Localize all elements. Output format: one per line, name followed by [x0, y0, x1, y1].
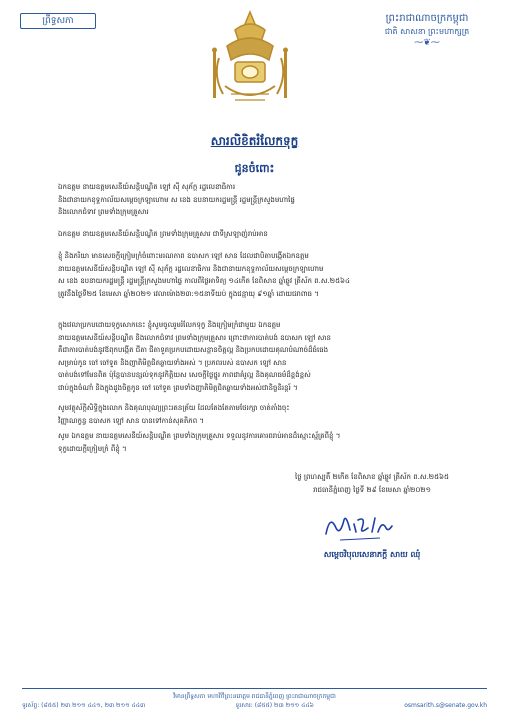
paragraph-line: ក្នុងវេលាប្រកបដោយទុក្ខសោកនេះ ខ្ញុំសូមចូលរួមរំលែកទុក្ខ និងក្រៀមក្រំជាមួយ ឯកឧត្តម: [58, 321, 281, 329]
footer-email: osmsarith.s@senate.gov.kh: [404, 702, 487, 709]
paragraph-line: ទុក្ខដោយក្តីក្រៀមក្រំ ពីខ្ញុំ ។: [58, 444, 127, 453]
paragraph-line: នាយឧត្តមសេនីយ៍សន្តិបណ្ឌិត និងលោកជំទាវ ព្រមទាំងក្រុមគ្រួសារ ព្រោះថាការបាត់បង់ ឧបាសក ឡៅ សាន: [58, 333, 331, 342]
paragraph-line: គឺជាការបាត់បង់នូវឪពុកបង្កើត ជីតា ជីតាទួតប្រកបដោយសន្តានចិត្តល្អ និងប្រកបដោយគុណបំណាច់ដ៏ធំធេង: [58, 346, 329, 354]
paragraph-line: សូមវត្ថុស័ក្តិសិទ្ធិក្នុងលោក និងគុណបុណ្យព្រះរតនត្រ័យ ដែលតែងតែតាមថែរក្សា ចាត់តាំងចុះ: [58, 404, 290, 412]
recipient-line: និងជានាយកខុទ្ទកាល័យសម្តេចក្រឡាហោម ស ខេង ឧបនាយករដ្ឋមន្ត្រី រដ្ឋមន្ត្រីក្រសួងមហាផ្ទៃ: [58, 195, 295, 204]
royal-crest-icon: [205, 8, 295, 118]
senate-label: ព្រឹទ្ធសភា: [20, 13, 96, 29]
paragraph-sympathy: [58, 319, 478, 394]
paragraph-line: ខ្ញុំ និងភរិយា មានសេចក្តីក្រៀមក្រំចំពោះមរណភាព ឧបាសក ឡៅ សាន ដែលជាបិតាបង្កើតឯកឧត្តម: [58, 252, 309, 260]
kingdom-header: [367, 12, 487, 48]
footer-contacts: [22, 701, 487, 710]
paragraph-line: បាត់បង់ទៅមែនពិត ប៉ុន្តែបានបន្សល់ទុកនូវកិត្តិយស សេចក្តីថ្លៃថ្នូរ ភាពជាគំរូល្អ និងគុណធម៌ដ៏ខ្ពង់ខ្ពស់: [58, 371, 311, 379]
paragraph-line: ជាប់ក្នុងចំណាំ និងក្នុងដួងចិត្តកូន ចៅ ចៅទួត ព្រមទាំងញាតិមិត្តជិតឆ្ងាយទាំងអស់ជានិច្ចនិរន្តរ៍ ។: [58, 383, 298, 392]
footer-address: វិមានព្រឹទ្ធសភា មហាវិថីព្រះនរោត្តម រាជធានីភ្នំពេញ ព្រះរាជាណាចក្រកម្ពុជា: [173, 693, 336, 700]
recipient-line: ឯកឧត្តម នាយឧត្តមសេនីយ៍សន្តិបណ្ឌិត ឡៅ ស៊ី សុភ័ក្ត រដ្ឋលេខាធិការ: [58, 183, 236, 191]
date-block: [262, 471, 482, 497]
signature-icon: [320, 506, 400, 546]
recipient-block: [58, 181, 478, 219]
lunar-date: ថ្ងៃ ព្រហស្បតិ៍ ២កើត ខែពិសាខ ឆ្នាំឆ្លូវ ត្រីស័ក ព.ស.២៥៦៥: [295, 473, 449, 481]
ornament-divider-icon: ⁓❦⁓: [414, 38, 440, 48]
paragraph-line: ត្រូវនឹងថ្ងៃទី២៥ ខែមេសា ឆ្នាំ២០២១ វេលាម៉ោង២៣:១៥នាទីយប់ ក្នុងជន្មាយុ ៩១ឆ្នាំ ដោយជរាពាធ ។: [58, 289, 319, 298]
kingdom-motto: ជាតិ សាសនា ព្រះមហាក្សត្រ: [384, 27, 470, 36]
paragraph-line: នាយឧត្តមសេនីយ៍សន្តិបណ្ឌិត ឡៅ ស៊ី សុភ័ក្ត រដ្ឋលេខាធិការ និងជានាយកខុទ្ទកាល័យសម្តេចក្រឡាហោម: [58, 264, 324, 273]
letter-footer: [22, 688, 487, 710]
footer-phone: ទូរស័ព្ទ: (៨៥៥) ២៣ ២១១ ៤៤១, ២៣ ២១១ ៤៤៣: [22, 702, 146, 709]
paragraph-blessing: [58, 402, 478, 427]
solar-date: រាជធានីភ្នំពេញ ថ្ងៃទី ២៩ ខែមេសា ឆ្នាំ២០២១: [313, 486, 431, 494]
paragraph-line: សូម ឯកឧត្តម នាយឧត្តមសេនីយ៍សន្តិបណ្ឌិត ព្រមទាំងក្រុមគ្រួសារ ទទួលនូវការគោរពរាប់អានដ៏ស្មោះស្ម័គ្រពីខ្ញុំ ។: [58, 432, 341, 440]
signer-name: សម្តេចវិបុលសេនាភក្តី សាយ ឈុំ: [323, 550, 421, 559]
paragraph-closing: [58, 430, 478, 455]
letter-title: សារលិខិតរំលែកទុក្ខ: [210, 134, 299, 148]
footer-fax: ទូរសារ: (៨៥៥) ២៣ ២១១ ៤៤៦: [235, 702, 314, 709]
paragraph-condolence: [58, 250, 478, 300]
salutation: ឯកឧត្តម នាយឧត្តមសេនីយ៍សន្តិបណ្ឌិត ព្រមទាំងក្រុមគ្រួសារ ជាទីស្រឡាញ់រាប់អាន: [58, 230, 268, 238]
paragraph-line: សម្រាប់កូន ចៅ ចៅទួត និងញាតិមិត្តជិតឆ្ងាយទាំងអស់ ។ ប្រភពរបស់ ឧបាសក ឡៅ សាន: [58, 358, 287, 367]
addressee-label: ជូនចំពោះ: [234, 162, 275, 175]
recipient-line: និងលោកជំទាវ ព្រមទាំងក្រុមគ្រួសារ: [58, 208, 149, 216]
paragraph-line: ស ខេង ឧបនាយករដ្ឋមន្ត្រី រដ្ឋមន្ត្រីក្រសួងមហាផ្ទៃ កាលពីថ្ងៃអាទិត្យ ១៤កើត ខែពិសាខ ឆ្នាំឆ្លូវ ត្រីស័ក ព.ស.២៥៦៤: [58, 277, 350, 285]
paragraph-line: វិញ្ញាណក្ខន្ធ ឧបាសក ឡៅ សាន បានទៅកាន់សុគតិភព ។: [58, 416, 204, 425]
kingdom-title: ព្រះរាជាណាចក្រកម្ពុជា: [385, 13, 469, 24]
